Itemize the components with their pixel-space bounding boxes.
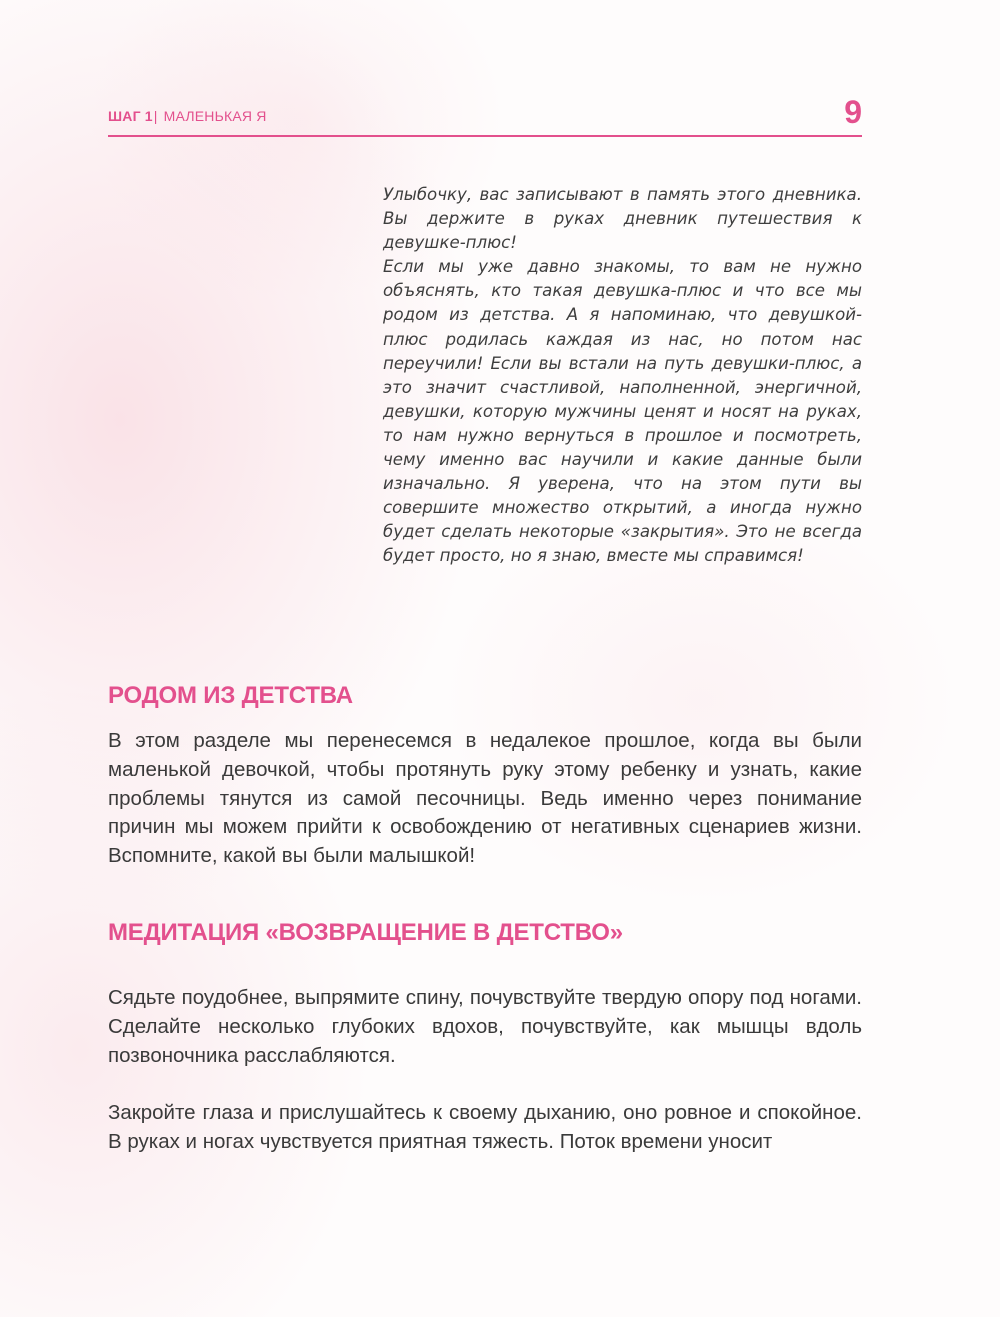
running-header [108,96,862,136]
section-body-childhood: В этом разделе мы перенесемся в недалекое прошлое, когда вы были маленькой девочкой, чтобы протянуть руку этому ребенку и узнать, какие проблемы тянутся из самой песочницы. Ведь именно через понимание причин мы можем прийти к освобождению от негативных сценариев жизни. Вспомните, какой вы были малышкой! [108,729,862,868]
section-heading-childhood: РОДОМ ИЗ ДЕТСТВА [108,682,353,709]
header-breadcrumb [108,108,267,124]
section-heading-meditation: МЕДИТАЦИЯ «ВОЗВРАЩЕНИЕ В ДЕТСТВО» [108,919,623,946]
intro-quote [383,183,862,569]
chapter-title: МАЛЕНЬКАЯ Я [163,108,267,124]
meditation-paragraph: Закройте глаза и прислушайтесь к своему дыханию, оно ровное и спокойное. В руках и ногах чувствуется приятная тяжесть. Поток времени уносит [108,1101,862,1153]
header-divider [108,135,862,137]
header-separator: | [153,108,158,124]
intro-paragraph: Если мы уже давно знакомы, то вам не нужно объяснять, кто такая девушка-плюс и что все мы родом из детства. А я напоминаю, что девушкой-плюс родилась каждая из нас, но потом нас переучили! Если вы встали на путь девушки-плюс, а это значит счастливой, наполненной, энергичной, девушки, которую мужчины ценят и носят на руках, то нам нужно вернуться в прошлое и посмотреть, чему именно вас научили и какие данные были изначально. Я уверена, что на этом пути вы совершите множество открытий, а иногда нужно будет сделать некоторые «закрытия». Это не всегда будет просто, но я знаю, вместе мы справимся! [383,257,862,566]
intro-paragraph: Улыбочку, вас записывают в память этого дневника. Вы держите в руках дневник путешествия к девушке-плюс! [383,185,862,253]
page-number: 9 [844,94,862,130]
step-label: ШАГ 1 [108,108,153,124]
meditation-paragraph: Сядьте поудобнее, выпрямите спину, почувствуйте твердую опору под ногами. Сделайте несколько глубоких вдохов, почувствуйте, как мышцы вдоль позвоночника расслабляются. [108,986,862,1067]
